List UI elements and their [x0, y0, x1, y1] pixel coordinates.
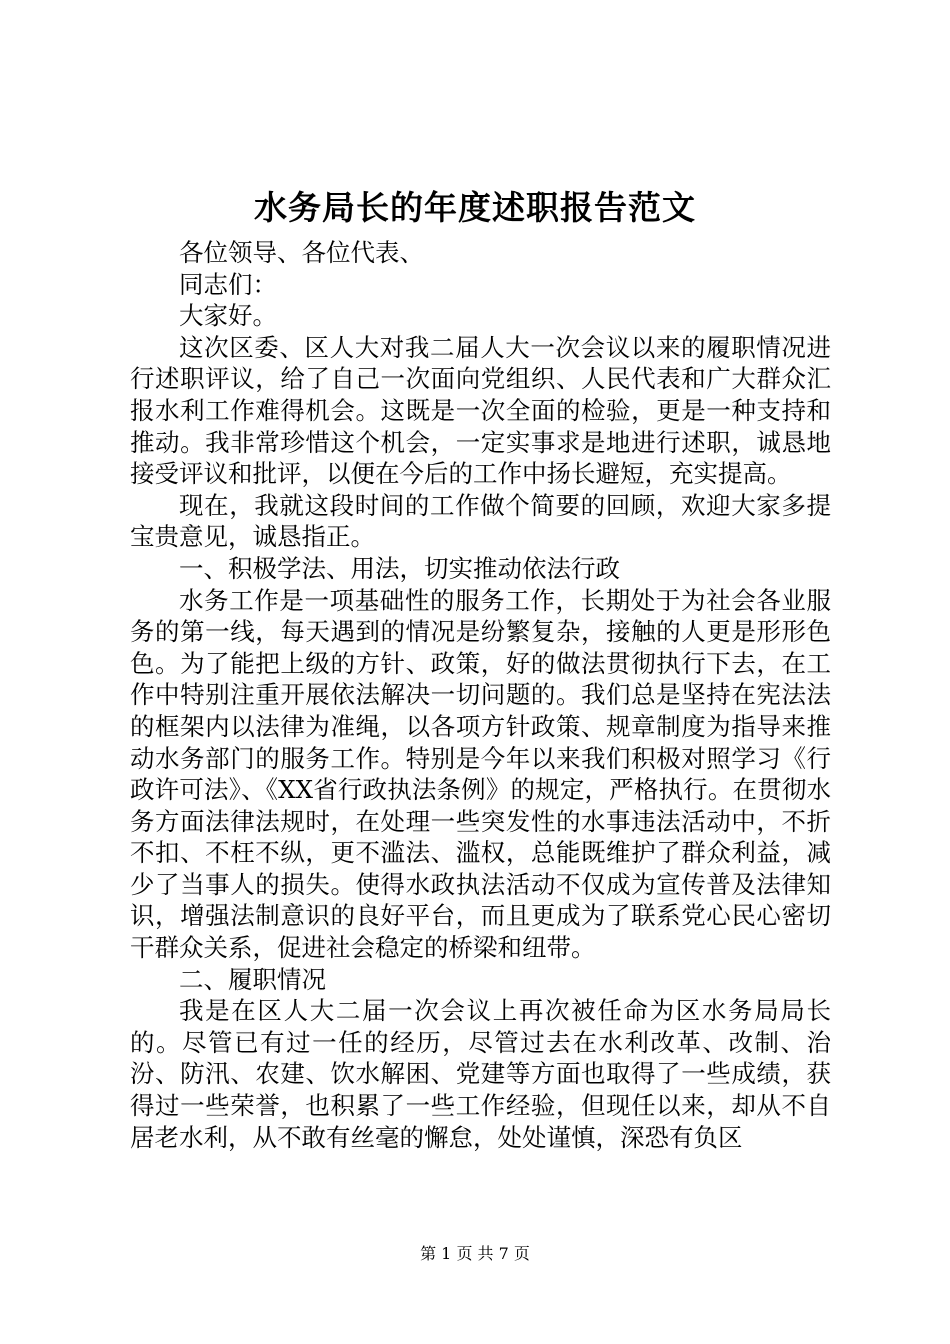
salutation-line-1: 各位领导、各位代表、	[179, 238, 424, 267]
salutation-line-2: 同志们：	[179, 269, 277, 299]
document-title: 水务局长的年度述职报告范文	[254, 188, 696, 227]
greeting: 大家好。	[179, 301, 277, 331]
intro-paragraph: 这次区委、区人大对我二届人大一次会议以来的履职情况进行述职评议，给了自己一次面向党组织、人民代表和广大群众汇报水利工作难得机会。这既是一次全面的检验，更是一种支持和推动。我非常珍惜这个机会，一定实事求是地进行述职，诚恳地接受评议和批评，以便在今后的工作中扬长避短，充实提高。	[130, 332, 831, 489]
section-1-paragraph: 水务工作是一项基础性的服务工作，长期处于为社会各业服务的第一线，每天遇到的情况是纷繁复杂，接触的人更是形形色色。为了能把上级的方针、政策，好的做法贯彻执行下去，在工作中特别注重开展依法解决一切问题的。我们总是坚持在宪法法的框架内以法律为准绳，以各项方针政策、规章制度为指导来推动水务部门的服务工作。特别是今年以来我们积极对照学习《行政许可法》、《XX省行政执法条例》的规定，严格执行。在贯彻水务方面法律法规时，在处理一些突发性的水事违法活动中，不折不扣、不枉不纵，更不滥法、滥权，总能既维护了群众利益，减少了当事人的损失。使得水政执法活动不仅成为宣传普及法律知识，增强法制意识的良好平台，而且更成为了联系党心民心密切干群众关系，促进社会稳定的桥梁和纽带。	[130, 585, 831, 963]
page-number-footer: 第 1 页 共 7 页	[420, 1244, 530, 1263]
section-heading-1: 一、积极学法、用法，切实推动依法行政	[179, 553, 620, 583]
section-2-paragraph: 我是在区人大二届一次会议上再次被任命为区水务局局长的。尽管已有过一任的经历，尽管过去在水利改革、改制、治汾、防汛、农建、饮水解困、党建等方面也取得了一些成绩，获得过一些荣誉，也积累了一些工作经验，但现任以来，却从不自居老水利，从不敢有丝毫的懈怠，处处谨慎，深恐有负区	[130, 996, 831, 1152]
review-paragraph: 现在，我就这段时间的工作做个简要的回顾，欢迎大家多提宝贵意见，诚恳指正。	[130, 490, 831, 552]
section-heading-2: 二、履职情况	[179, 964, 326, 994]
document-body	[130, 237, 831, 1153]
